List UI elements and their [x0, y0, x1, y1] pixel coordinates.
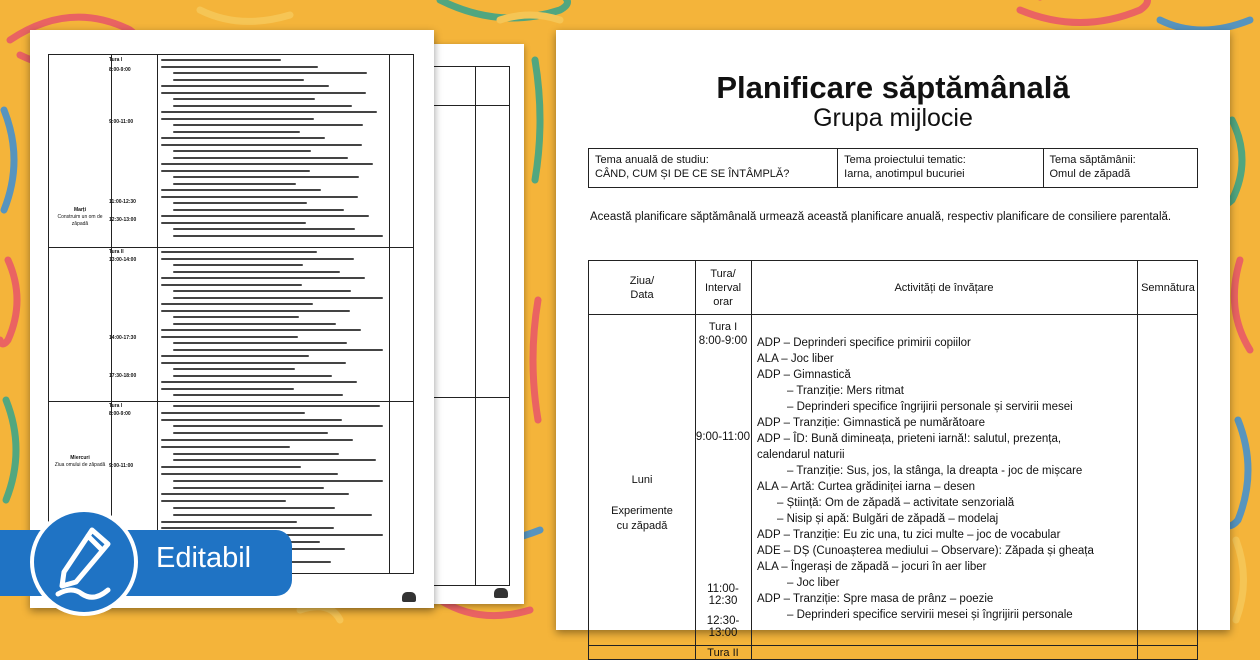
header-day: Ziua/ Data [629, 275, 655, 301]
info-week-theme: Tema săptămânii: Omul de zăpadă [1049, 154, 1136, 180]
activity-line: ADP – Tranziție: Gimnastică pe numărătoare [757, 417, 985, 429]
thumbnail-time: 13:00-14:00 [109, 257, 137, 263]
text-line [161, 118, 314, 120]
text-line [161, 222, 306, 224]
text-line [161, 85, 329, 87]
activity-line: ALA – Joc liber [757, 353, 834, 365]
thumbnail-day: Miercuri Ziua omului de zăpadă [54, 455, 106, 468]
text-line [173, 425, 383, 427]
time-slot: 8:00-9:00 [698, 335, 748, 347]
text-line [161, 284, 302, 286]
text-line [161, 215, 369, 217]
text-line [161, 473, 338, 475]
text-line [173, 368, 295, 370]
text-line [161, 446, 290, 448]
text-line [161, 163, 373, 165]
text-line [161, 137, 325, 139]
text-line [161, 329, 361, 331]
header-tura: Tura/ Interval orar [704, 268, 742, 308]
text-line [173, 349, 383, 351]
text-line [161, 251, 317, 253]
paperclip-icon [1234, 260, 1250, 350]
time-slot: 12:30-13:00 [706, 615, 740, 639]
text-line [161, 493, 349, 495]
page-subtitle: Grupa mijlocie [813, 104, 973, 132]
pen-icon [48, 522, 124, 602]
thumbnail-day: Marți Construim un om de zăpadă [57, 207, 103, 227]
text-line [173, 131, 300, 133]
activity-line: ADE – DȘ (Cunoașterea mediului – Observare): Zăpada și gheața [757, 545, 1094, 557]
page-title: Planificare săptămânală [716, 70, 1070, 105]
info-project-theme: Tema proiectului tematic: Iarna, anotimpul bucuriei [838, 149, 1043, 187]
activity-line: ALA – Artă: Curtea grădiniței iarna – desen [757, 481, 976, 493]
text-line [173, 297, 383, 299]
text-line [173, 235, 383, 237]
header-signature: Semnătura [1141, 282, 1195, 294]
paperclip-icon [1160, 20, 1250, 30]
thumbnail-time: 9:00-11:00 [109, 463, 134, 469]
thumbnail-table [48, 54, 414, 574]
day-name: Luni [631, 474, 653, 486]
text-line [173, 98, 315, 100]
activity-line: ADP – Tranziție: Eu zic una, tu zici multe – joc de vocabular [757, 529, 1061, 541]
text-line [161, 196, 358, 198]
logo-icon [494, 588, 508, 598]
thumbnail-time: 8:00-9:00 [109, 67, 131, 73]
text-line [173, 72, 367, 74]
thumbnail-tura: Tura I [109, 403, 123, 409]
text-line [161, 500, 286, 502]
text-line [161, 310, 350, 312]
intro-text: Această planificare săptămânală urmează această planificare anuală, respectiv planificare de consiliere parentală. [590, 211, 1172, 223]
text-line [161, 66, 318, 68]
text-line [161, 336, 298, 338]
text-line [161, 412, 305, 414]
text-line [161, 439, 353, 441]
activity-line: ADP – Gimnastică [757, 369, 851, 381]
activity-line: calendarul naturii [757, 449, 845, 461]
activity-line: ADP – Deprinderi specifice primirii copiilor [757, 337, 971, 349]
tura-label: Tura II [707, 647, 739, 659]
paperclip-icon [533, 300, 538, 420]
text-line [161, 419, 342, 421]
text-line [161, 466, 301, 468]
text-line [173, 394, 343, 396]
text-line [161, 521, 297, 523]
text-line [173, 507, 335, 509]
thumbnail-tura: Tura I [109, 57, 123, 63]
editable-label: Editabil [156, 542, 252, 574]
text-line [173, 453, 339, 455]
thumbnail-time: 12:30-13:00 [109, 217, 137, 223]
header-activities: Activități de învățare [894, 282, 994, 294]
text-line [161, 277, 365, 279]
thumbnail-time: 11:00-12:30 [109, 199, 136, 205]
activity-line: – Nisip și apă: Bulgări de zăpadă – modelaj [777, 513, 999, 525]
thumbnail-time: 17:30-18:00 [109, 373, 137, 379]
text-line [173, 228, 355, 230]
text-line [173, 342, 347, 344]
text-line [173, 323, 336, 325]
text-line [161, 258, 354, 260]
thumbnail-time: 9:00-11:00 [109, 119, 134, 125]
activity-line: – Deprinderi specifice servirii mesei și îngrijirii personale [787, 609, 1073, 621]
activity-line: ADP – ÎD: Bună dimineața, prieteni iarnă!: salutul, prezența, [757, 433, 1062, 445]
text-line [173, 290, 351, 292]
text-line [173, 176, 359, 178]
text-line [161, 355, 309, 357]
text-line [161, 303, 313, 305]
activity-line: ALA – Îngerași de zăpadă – jocuri în aer liber [757, 561, 987, 573]
paperclip-icon [1236, 540, 1244, 620]
info-annual-theme: Tema anuală de studiu: CÂND, CUM ȘI DE CE SE ÎNTÂMPLĂ? [589, 149, 838, 187]
thumbnail-time: 8:00-9:00 [109, 411, 131, 417]
time-slot: 11:00-12:30 [707, 583, 739, 607]
text-line [173, 487, 324, 489]
thumbnail-time: 14:00-17:30 [109, 335, 137, 341]
activity-line: – Joc liber [787, 577, 840, 589]
paperclip-icon [200, 10, 290, 21]
text-line [173, 150, 311, 152]
text-line [173, 202, 307, 204]
text-line [173, 209, 344, 211]
main-page [556, 30, 1230, 659]
text-line [161, 362, 346, 364]
text-line [161, 59, 281, 61]
text-line [173, 432, 328, 434]
time-slot: 9:00-11:00 [695, 431, 751, 443]
text-line [173, 264, 303, 266]
text-line [173, 124, 363, 126]
tura-label: Tura I [708, 321, 738, 333]
text-line [161, 381, 357, 383]
text-line [161, 189, 321, 191]
text-line [173, 183, 296, 185]
activity-line: – Tranziție: Mers ritmat [787, 385, 904, 397]
thumbnail-tura: Tura II [109, 249, 124, 255]
text-line [173, 459, 376, 461]
paperclip-icon [6, 400, 16, 500]
paperclip-icon [4, 110, 14, 210]
text-line [173, 514, 372, 516]
paperclip-icon [0, 260, 17, 344]
logo-icon [402, 592, 416, 602]
text-line [161, 144, 362, 146]
text-line [161, 92, 366, 94]
paperclip-icon [300, 607, 340, 620]
day-cell [589, 473, 695, 534]
info-table [588, 148, 1198, 188]
paperclip-icon [535, 60, 540, 180]
text-line [173, 157, 348, 159]
text-line [161, 388, 294, 390]
text-line [173, 316, 299, 318]
text-line [173, 271, 340, 273]
text-line [173, 375, 332, 377]
text-line [161, 111, 377, 113]
text-line [161, 170, 310, 172]
activity-line: – Tranziție: Sus, jos, la stânga, la dreapta - joc de mișcare [787, 465, 1083, 477]
paperclip-icon [1020, 0, 1148, 23]
text-line [173, 480, 383, 482]
text-line [173, 79, 304, 81]
text-line [173, 105, 352, 107]
activity-line: – Știință: Om de zăpadă – activitate senzorială [777, 497, 1015, 509]
text-line [173, 405, 380, 407]
activity-line: – Deprinderi specifice îngrijirii personale și servirii mesei [787, 401, 1073, 413]
plan-table [588, 260, 1198, 660]
day-theme: Experimente cu zăpadă [611, 505, 673, 532]
activity-line: ADP – Tranziție: Spre masa de prânz – poezie [757, 593, 994, 605]
